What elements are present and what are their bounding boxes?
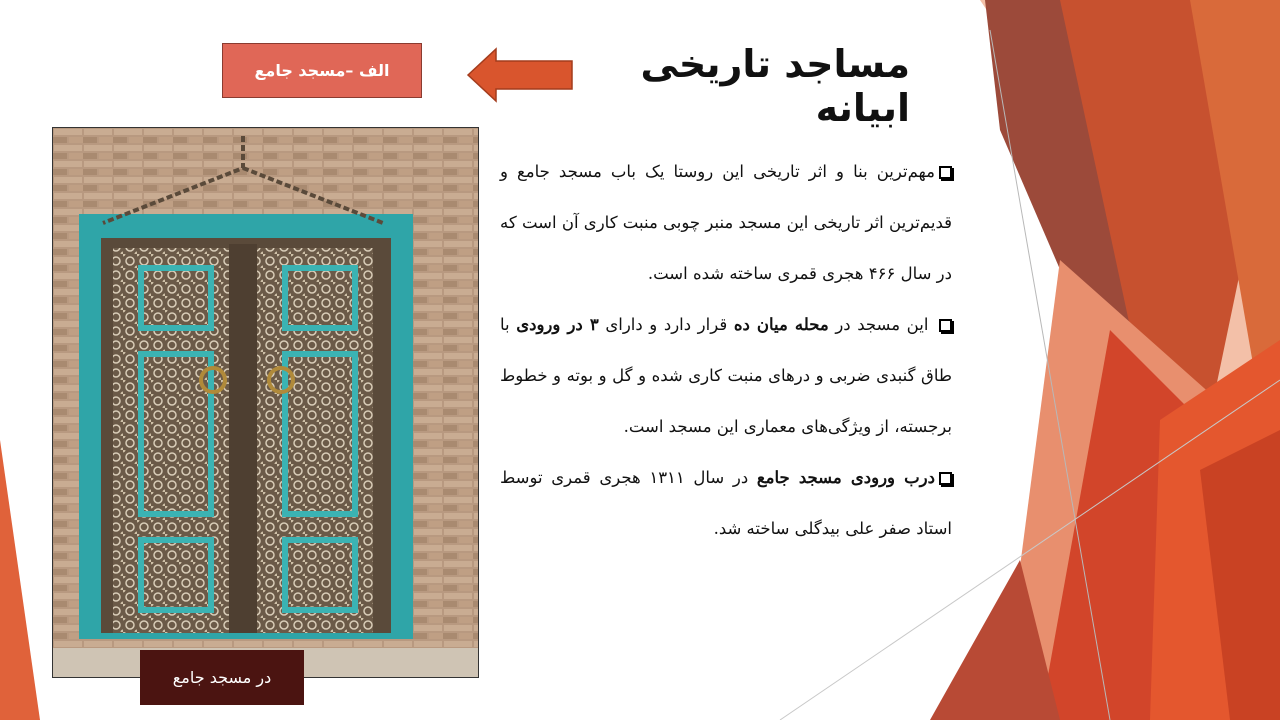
checkbox-bullet-icon <box>939 319 952 332</box>
paragraph-3: درب ورودی مسجد جامع در سال ۱۳۱۱ هجری قمری توسط استاد صفر علی بیدگلی ساخته شد. <box>500 468 952 538</box>
left-arrow-icon <box>466 47 574 103</box>
photo-caption: در مسجد جامع <box>140 650 304 705</box>
body-text <box>500 146 952 554</box>
door-photo <box>52 127 479 678</box>
checkbox-bullet-icon <box>939 472 952 485</box>
section-tag: الف –مسجد جامع <box>222 43 422 98</box>
paragraph-2: این مسجد در محله میان ده قرار دارد و دارای ۳ در ورودی با طاق گنبدی ضربی و درهای منبت کاری شده و گل و بوته و خطوط برجسته، از ویژگی‌های معماری این مسجد است. <box>500 315 952 436</box>
page-title: مساجد تاریخی ابیانه <box>640 42 910 130</box>
paragraph-1: مهم‌ترین بنا و اثر تاریخی این روستا یک باب مسجد جامع و قدیم‌ترین اثر تاریخی این مسجد منبر چوبی منبت کاری آن است که در سال ۴۶۶ هجری قمری ساخته شده است. <box>500 162 952 283</box>
facet-left <box>0 440 40 720</box>
checkbox-bullet-icon <box>939 166 952 179</box>
